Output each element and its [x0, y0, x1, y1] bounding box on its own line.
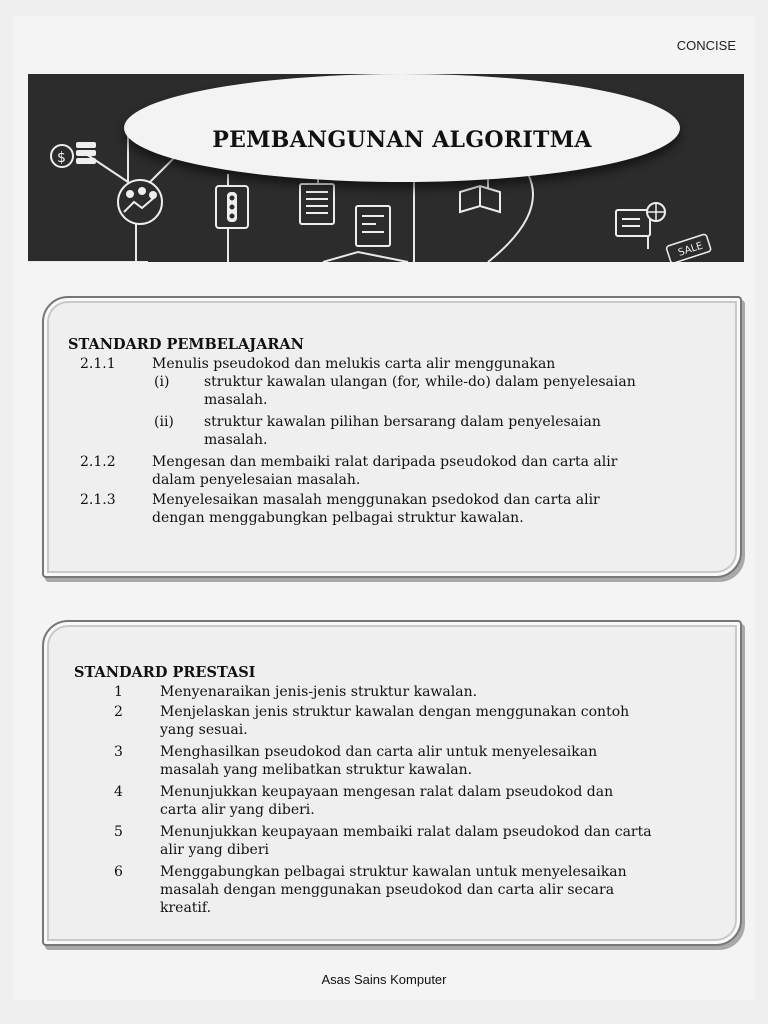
title-oval — [124, 74, 680, 182]
document-icon — [300, 184, 334, 224]
item-number: (i) — [154, 374, 170, 390]
traffic-light-icon — [216, 186, 248, 228]
page-footer: Asas Sains Komputer — [321, 972, 447, 987]
series-label: CONCISE — [676, 38, 736, 53]
item-text: masalah. — [204, 432, 268, 448]
item-text: struktur kawalan pilihan bersarang dalam penyelesaian — [204, 414, 601, 430]
network-people-icon — [118, 180, 162, 224]
checklist-icon — [356, 206, 390, 246]
item-number: 2.1.2 — [80, 454, 116, 470]
item-text: Menjelaskan jenis struktur kawalan dengan menggunakan contoh — [160, 704, 630, 720]
item-text: alir yang diberi — [160, 842, 269, 858]
chapter-banner — [28, 74, 744, 262]
item-text: Menunjukkan keupayaan mengesan ralat dalam pseudokod dan — [160, 784, 614, 800]
item-number: 2 — [114, 704, 123, 720]
book-icon — [460, 186, 500, 212]
item-text: carta alir yang diberi. — [160, 802, 315, 818]
item-text: dengan menggabungkan pelbagai struktur kawalan. — [152, 510, 524, 526]
coin-stack-icon — [51, 142, 96, 167]
svg-text:$: $ — [57, 150, 66, 166]
item-text: Menunjukkan keupayaan membaiki ralat dalam pseudokod dan carta — [160, 824, 652, 840]
item-text: struktur kawalan ulangan (for, while-do) dalam penyelesaian — [204, 374, 636, 390]
item-number: 1 — [114, 684, 123, 700]
item-text: dalam penyelesaian masalah. — [152, 472, 361, 488]
item-text: masalah yang melibatkan struktur kawalan. — [160, 762, 473, 778]
item-text: yang sesuai. — [160, 722, 248, 738]
item-text: Menyenaraikan jenis-jenis struktur kawalan. — [160, 684, 478, 700]
item-number: 2.1.3 — [80, 492, 116, 508]
standard-prestasi-heading: STANDARD PRESTASI — [74, 664, 256, 681]
item-text: kreatif. — [160, 900, 212, 916]
item-number: 3 — [114, 744, 123, 760]
item-number: (ii) — [154, 414, 174, 430]
item-text: Mengesan dan membaiki ralat daripada pseudokod dan carta alir — [152, 454, 618, 470]
chapter-title: PEMBANGUNAN ALGORITMA — [212, 127, 592, 153]
item-number: 2.1.1 — [80, 356, 116, 372]
item-text: Menulis pseudokod dan melukis carta alir menggunakan — [152, 356, 556, 372]
item-text: Menyelesaikan masalah menggunakan psedokod dan carta alir — [152, 492, 600, 508]
globe-screen-icon — [616, 203, 665, 236]
standard-pembelajaran-heading: STANDARD PEMBELAJARAN — [68, 336, 304, 353]
item-text: Menggabungkan pelbagai struktur kawalan untuk menyelesaikan — [160, 864, 627, 880]
sale-tag-icon — [666, 234, 712, 262]
item-text: Menghasilkan pseudokod dan carta alir untuk menyelesaikan — [160, 744, 598, 760]
standard-pembelajaran-box — [42, 296, 742, 578]
book-page — [14, 16, 754, 1000]
item-text: masalah dengan menggunakan pseudokod dan carta alir secara — [160, 882, 615, 898]
item-number: 4 — [114, 784, 123, 800]
item-number: 5 — [114, 824, 123, 840]
item-text: masalah. — [204, 392, 268, 408]
standard-prestasi-box — [42, 620, 742, 946]
item-number: 6 — [114, 864, 123, 880]
sale-tag-text: SALE — [676, 240, 705, 259]
